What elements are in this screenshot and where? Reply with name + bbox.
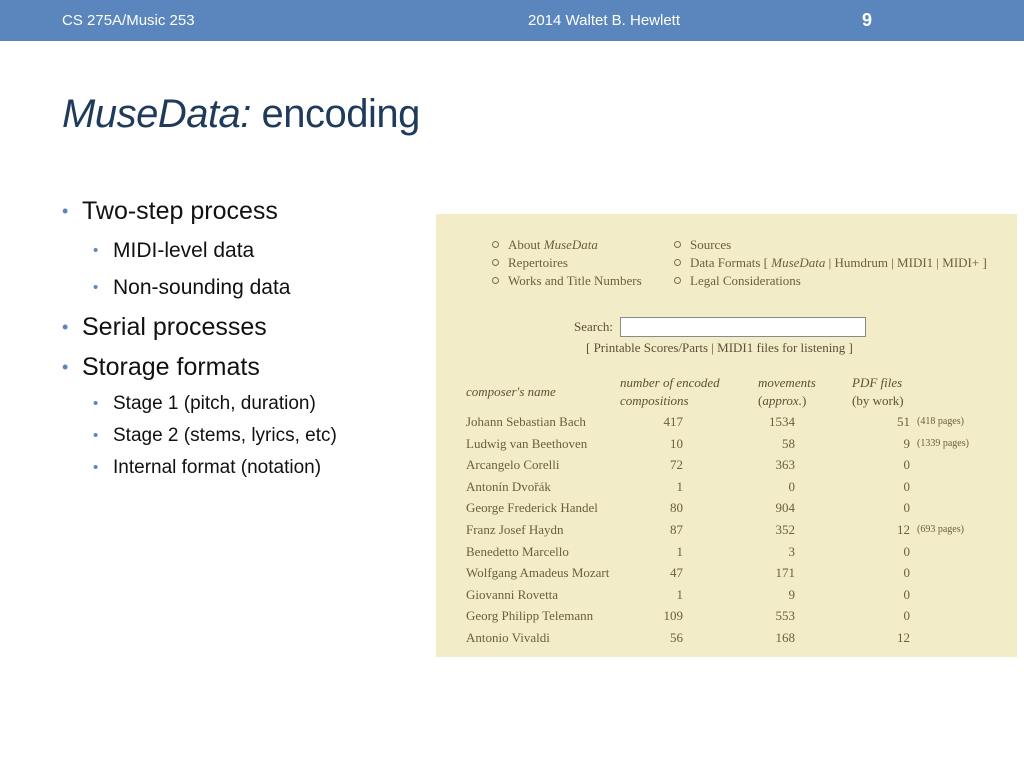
table-row bbox=[436, 519, 1017, 541]
approx-text: approx. bbox=[762, 393, 802, 408]
composer-name[interactable]: Johann Sebastian Bach bbox=[466, 414, 586, 429]
table-row bbox=[436, 454, 1017, 476]
compositions-count: 1 bbox=[676, 586, 683, 602]
nav-repertoires[interactable] bbox=[492, 254, 642, 272]
bullet-list bbox=[62, 192, 432, 484]
bullet-stage1 bbox=[62, 388, 432, 420]
composer-name[interactable]: Antonín Dvořák bbox=[466, 478, 551, 494]
bullet-text: Non-sounding data bbox=[113, 276, 291, 299]
movements-count: 1534 bbox=[769, 414, 795, 429]
table-row bbox=[436, 605, 1017, 627]
compositions-count: 56 bbox=[670, 629, 683, 645]
circle-bullet-icon bbox=[492, 259, 499, 266]
paren-close: ) bbox=[801, 393, 807, 408]
pdf-count: 0 bbox=[903, 608, 910, 624]
composer-name[interactable]: Arcangelo Corelli bbox=[466, 457, 560, 473]
page-number: 9 bbox=[862, 10, 873, 30]
circle-bullet-icon bbox=[674, 277, 681, 284]
movements-count: 904 bbox=[775, 500, 795, 516]
composer-name[interactable]: Franz Josef Haydn bbox=[466, 521, 564, 537]
nav-sources-text: Sources bbox=[690, 237, 732, 252]
bullet-text: Internal format (notation) bbox=[113, 457, 322, 478]
nav-works-text: Works and Title Numbers bbox=[508, 273, 642, 288]
bullet-dot-icon: • bbox=[93, 395, 99, 412]
movements-count: 168 bbox=[775, 629, 795, 645]
col-header-movements-line2 bbox=[758, 392, 816, 410]
pdf-count: 0 bbox=[903, 500, 910, 516]
nav-right bbox=[674, 236, 987, 290]
bullet-stage2 bbox=[62, 420, 432, 452]
movements-count: 9 bbox=[788, 586, 795, 602]
bullet-dot-icon: • bbox=[93, 427, 99, 444]
header-bar bbox=[0, 0, 1024, 41]
composer-name[interactable]: Benedetto Marcello bbox=[466, 543, 569, 559]
bullet-non-sounding bbox=[62, 269, 432, 306]
col-header-composer: composer's name bbox=[466, 384, 556, 399]
bullet-dot-icon: • bbox=[93, 279, 99, 296]
col-header-pdf bbox=[852, 374, 904, 410]
compositions-count: 1 bbox=[676, 478, 683, 494]
movements-count: 58 bbox=[782, 435, 795, 451]
nav-data-formats-suffix: | Humdrum | MIDI1 | MIDI+ ] bbox=[828, 255, 987, 270]
table-row bbox=[436, 433, 1017, 455]
search-input[interactable] bbox=[620, 317, 866, 337]
nav-data-formats-italic: MuseData bbox=[771, 255, 826, 270]
col-header-encoded bbox=[620, 374, 720, 410]
movements-count: 3 bbox=[788, 543, 795, 559]
col-header-movements bbox=[758, 374, 816, 410]
slide-title-italic: MuseData: bbox=[62, 92, 251, 136]
movements-count: 363 bbox=[775, 457, 795, 473]
composer-name[interactable]: Giovanni Rovetta bbox=[466, 586, 559, 602]
bullet-text: MIDI-level data bbox=[113, 239, 255, 262]
nav-repertoires-text: Repertoires bbox=[508, 255, 568, 270]
slide-title bbox=[62, 92, 420, 137]
nav-legal[interactable] bbox=[674, 272, 987, 290]
bullet-midi bbox=[62, 232, 432, 269]
pdf-count: 0 bbox=[903, 457, 910, 473]
compositions-count: 87 bbox=[670, 521, 683, 537]
circle-bullet-icon bbox=[674, 241, 681, 248]
col-header-encoded-line2: compositions bbox=[620, 393, 689, 408]
col-header-movements-line1: movements bbox=[758, 375, 816, 390]
pdf-count: 0 bbox=[903, 543, 910, 559]
nav-data-formats[interactable] bbox=[674, 254, 987, 272]
pdf-pages: (693 pages) bbox=[917, 523, 964, 535]
pdf-count[interactable]: 51 bbox=[897, 414, 910, 429]
links-bar[interactable]: [ Printable Scores/Parts | MIDI1 files for listening ] bbox=[586, 340, 853, 355]
search-label: Search: bbox=[574, 319, 613, 334]
slide-title-regular: encoding bbox=[261, 92, 420, 136]
compositions-count: 1 bbox=[676, 543, 683, 559]
bullet-text: Two-step process bbox=[82, 197, 278, 225]
movements-count: 171 bbox=[775, 565, 795, 581]
nav-data-formats-prefix: Data Formats [ bbox=[690, 255, 768, 270]
paren-open: ( bbox=[758, 393, 763, 408]
pdf-count: 0 bbox=[903, 586, 910, 602]
bullet-dot-icon: • bbox=[93, 459, 99, 476]
table-row bbox=[436, 411, 1017, 433]
nav-left bbox=[492, 236, 642, 290]
pdf-count: 0 bbox=[903, 478, 910, 494]
bullet-text: Stage 2 (stems, lyrics, etc) bbox=[113, 425, 337, 446]
circle-bullet-icon bbox=[492, 241, 499, 248]
composer-name[interactable]: George Frederick Handel bbox=[466, 500, 598, 516]
pdf-count[interactable]: 12 bbox=[897, 521, 910, 537]
composer-name[interactable]: Ludwig van Beethoven bbox=[466, 435, 588, 451]
table-row bbox=[436, 584, 1017, 606]
compositions-count: 80 bbox=[670, 500, 683, 516]
compositions-count: 47 bbox=[670, 565, 683, 581]
compositions-count: 72 bbox=[670, 457, 683, 473]
table-row bbox=[436, 627, 1017, 649]
bullet-dot-icon: • bbox=[62, 201, 69, 221]
bullet-text: Stage 1 (pitch, duration) bbox=[113, 393, 316, 414]
nav-works[interactable] bbox=[492, 272, 642, 290]
circle-bullet-icon bbox=[492, 277, 499, 284]
table-row bbox=[436, 562, 1017, 584]
pdf-pages: (1339 pages) bbox=[917, 437, 969, 449]
pdf-count[interactable]: 9 bbox=[903, 435, 910, 451]
compositions-count: 10 bbox=[670, 435, 683, 451]
composer-name[interactable]: Antonio Vivaldi bbox=[466, 629, 550, 645]
movements-count: 553 bbox=[775, 608, 795, 624]
nav-about-italic: MuseData bbox=[543, 237, 598, 252]
nav-about[interactable] bbox=[492, 236, 642, 254]
nav-legal-text: Legal Considerations bbox=[690, 273, 801, 288]
table-row bbox=[436, 497, 1017, 519]
composer-name[interactable]: Georg Philipp Telemann bbox=[466, 608, 594, 624]
composer-table bbox=[436, 411, 1017, 649]
bullet-internal bbox=[62, 452, 432, 484]
nav-about-text: About bbox=[508, 237, 541, 252]
table-row bbox=[436, 476, 1017, 498]
compositions-count: 417 bbox=[663, 414, 683, 429]
compositions-count: 109 bbox=[663, 608, 683, 624]
bullet-serial bbox=[62, 308, 432, 348]
pdf-count: 0 bbox=[903, 565, 910, 581]
movements-count: 352 bbox=[775, 521, 795, 537]
bullet-text: Serial processes bbox=[82, 313, 267, 341]
bullet-dot-icon: • bbox=[62, 317, 69, 337]
nav-sources[interactable] bbox=[674, 236, 987, 254]
table-row bbox=[436, 541, 1017, 563]
bullet-storage bbox=[62, 348, 432, 388]
circle-bullet-icon bbox=[674, 259, 681, 266]
author-label: 2014 Waltet B. Hewlett bbox=[528, 12, 681, 29]
musedata-screenshot bbox=[436, 214, 1017, 657]
col-header-pdf-line2: (by work) bbox=[852, 393, 904, 408]
composer-name[interactable]: Wolfgang Amadeus Mozart bbox=[466, 565, 610, 581]
col-header-encoded-line1: number of encoded bbox=[620, 375, 720, 390]
bullet-two-step bbox=[62, 192, 432, 232]
movements-count: 0 bbox=[788, 478, 795, 494]
col-header-pdf-line1: PDF files bbox=[852, 375, 903, 390]
course-label: CS 275A/Music 253 bbox=[62, 12, 195, 29]
bullet-dot-icon: • bbox=[62, 357, 69, 377]
bullet-text: Storage formats bbox=[82, 353, 260, 381]
pdf-count[interactable]: 12 bbox=[897, 629, 910, 645]
bullet-dot-icon: • bbox=[93, 242, 99, 259]
pdf-pages: (418 pages) bbox=[917, 416, 964, 427]
